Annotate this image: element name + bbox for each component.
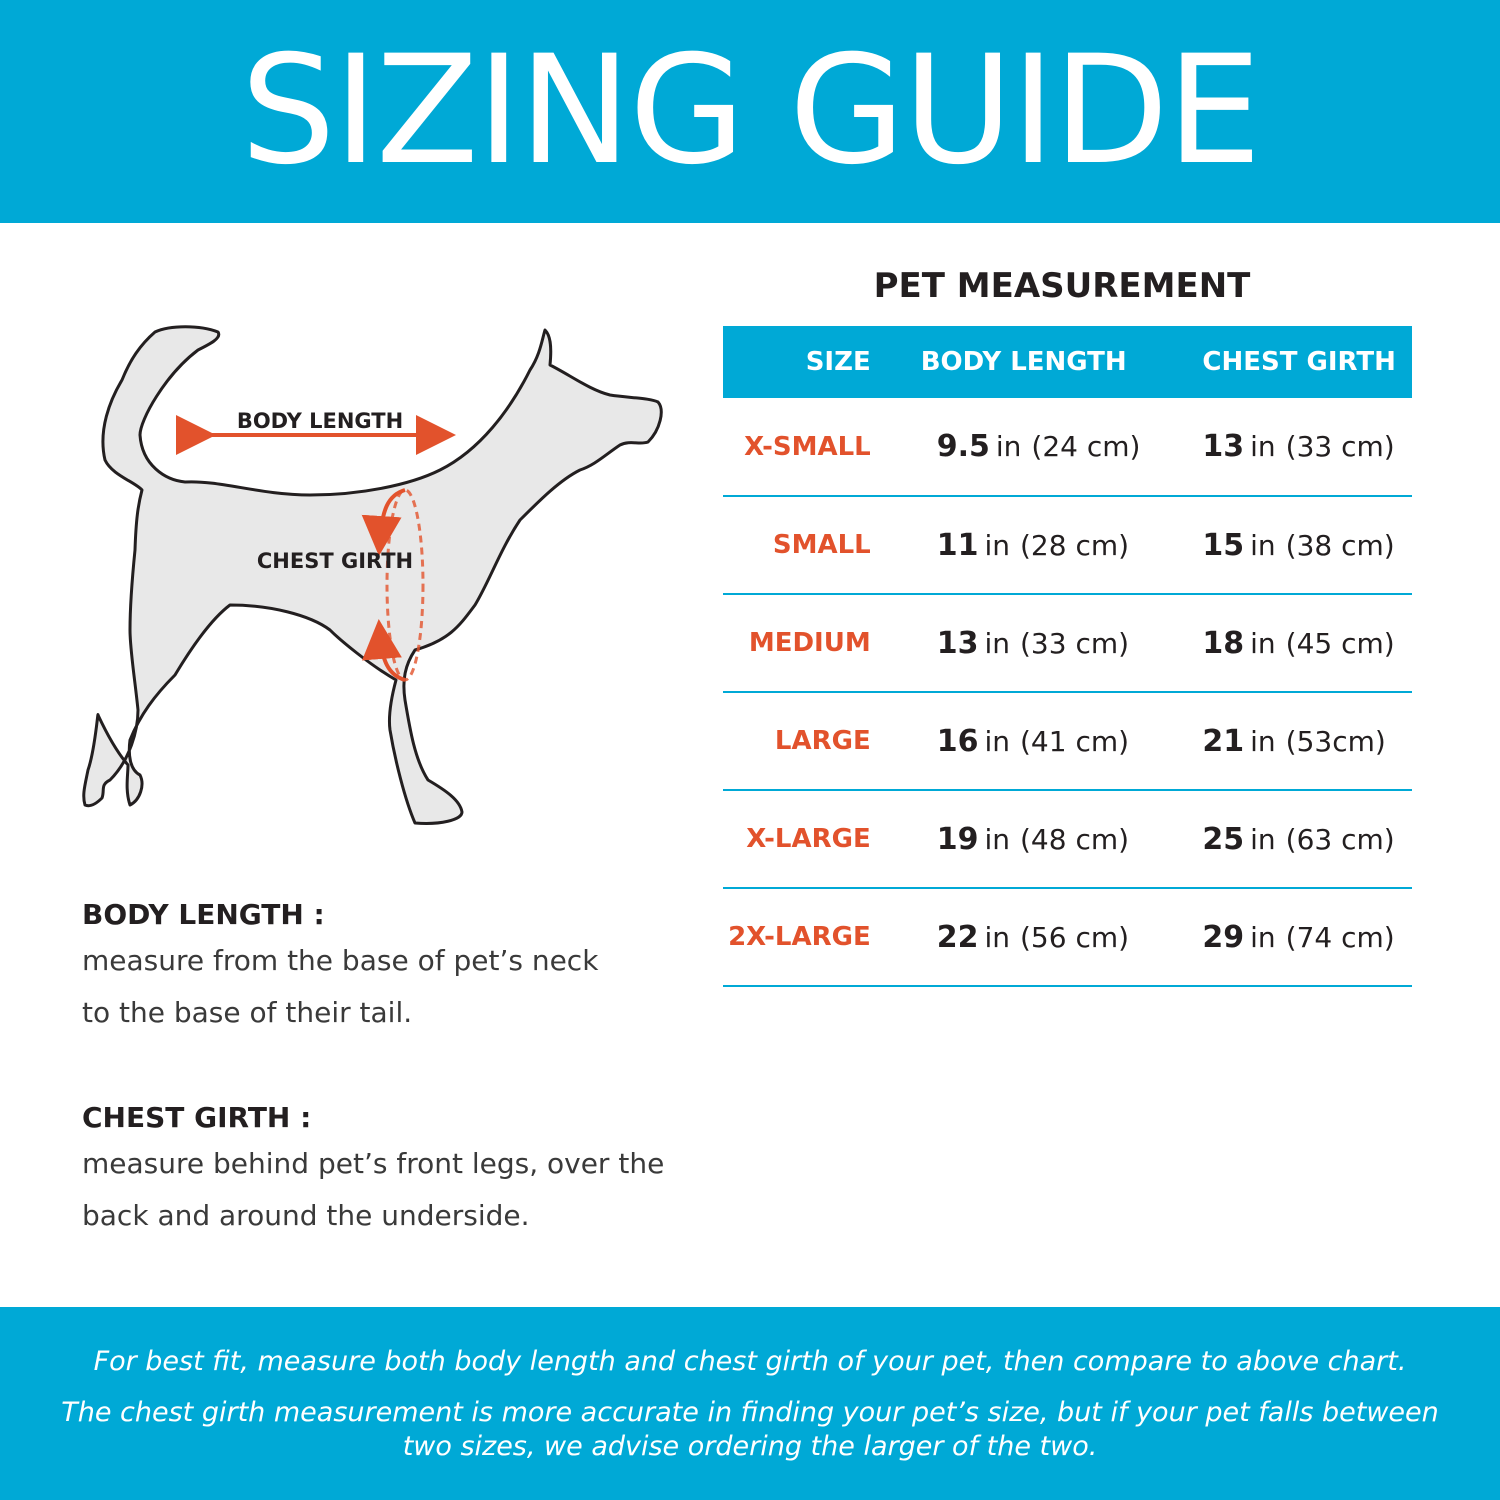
chest-unit: in	[1250, 920, 1276, 954]
length-unit: in	[995, 430, 1022, 463]
chest-unit: in	[1250, 626, 1276, 660]
size-label: MEDIUM	[748, 628, 871, 658]
size-label: 2X-LARGE	[728, 922, 871, 952]
header-size: SIZE	[805, 347, 871, 377]
chest-inches: 21	[1202, 723, 1245, 759]
length-inches: 16	[936, 723, 979, 759]
definition-line: to the base of their tail.	[82, 996, 413, 1029]
length-inches: 22	[936, 919, 979, 955]
chest-inches: 15	[1202, 527, 1245, 563]
chest-unit: in	[1250, 430, 1276, 463]
chest-cm: (53cm)	[1285, 724, 1386, 758]
size-cell	[723, 496, 871, 594]
chest-cm: (33 cm)	[1285, 430, 1395, 463]
table-body	[723, 398, 1412, 986]
length-unit: in	[984, 822, 1010, 856]
chest-girth-cell	[1154, 398, 1412, 496]
definition-heading: BODY LENGTH :	[82, 898, 325, 931]
chest-unit: in	[1250, 822, 1276, 856]
length-cm: (24 cm)	[1031, 430, 1141, 463]
size-cell	[723, 888, 871, 986]
table-row	[723, 888, 1412, 986]
size-label: X-SMALL	[744, 431, 871, 462]
page-title: SIZING GUIDE	[240, 24, 1260, 198]
size-cell	[723, 594, 871, 692]
footer-note-2: The chest girth measurement is more accurate in finding your pet’s size, but if your pet falls between	[61, 1397, 1439, 1428]
body-length-cell	[871, 594, 1155, 692]
length-unit: in	[984, 528, 1010, 562]
header-banner	[0, 0, 1500, 223]
chest-cm: (74 cm)	[1285, 920, 1395, 954]
chest-inches: 18	[1202, 625, 1245, 661]
table-row	[723, 496, 1412, 594]
chest-cm: (45 cm)	[1285, 626, 1395, 660]
size-cell	[723, 398, 871, 496]
definition-line: back and around the underside.	[82, 1199, 530, 1232]
dog-silhouette	[84, 327, 661, 824]
length-unit: in	[984, 626, 1010, 660]
length-cm: (41 cm)	[1020, 724, 1130, 758]
body-length-cell	[871, 888, 1155, 986]
body-length-cell	[871, 398, 1155, 496]
chest-inches: 29	[1202, 919, 1245, 955]
definition-line: measure from the base of pet’s neck	[82, 944, 599, 977]
length-cm: (56 cm)	[1020, 920, 1130, 954]
chest-cm: (38 cm)	[1285, 528, 1395, 562]
chest-girth-cell	[1154, 594, 1412, 692]
table-row	[723, 692, 1412, 790]
length-inches: 13	[936, 625, 979, 661]
definition-line: measure behind pet’s front legs, over the	[82, 1147, 665, 1180]
length-cm: (33 cm)	[1020, 626, 1130, 660]
size-label: LARGE	[774, 726, 871, 756]
length-inches: 11	[936, 527, 979, 563]
length-unit: in	[984, 724, 1010, 758]
size-cell	[723, 692, 871, 790]
chest-girth-cell	[1154, 790, 1412, 888]
definition-heading: CHEST GIRTH :	[82, 1101, 312, 1134]
chest-inches: 13	[1202, 429, 1245, 464]
chest-cm: (63 cm)	[1285, 822, 1395, 856]
chest-girth-cell	[1154, 496, 1412, 594]
body-length-cell	[871, 692, 1155, 790]
header-chest-girth: CHEST GIRTH	[1202, 347, 1396, 377]
definition-body-length	[82, 895, 702, 1039]
length-inches: 19	[936, 821, 979, 857]
length-cm: (48 cm)	[1020, 822, 1130, 856]
body-length-cell	[871, 496, 1155, 594]
length-unit: in	[984, 920, 1010, 954]
table-row	[723, 790, 1412, 888]
size-cell	[723, 790, 871, 888]
length-cm: (28 cm)	[1020, 528, 1130, 562]
chest-girth-label: CHEST GIRTH	[256, 549, 414, 573]
chest-inches: 25	[1202, 821, 1245, 857]
chest-girth-cell	[1154, 888, 1412, 986]
size-label: X-LARGE	[746, 824, 871, 854]
footer-note-3: two sizes, we advise ordering the larger of the two.	[402, 1431, 1098, 1462]
footer-banner	[0, 1307, 1500, 1500]
length-inches: 9.5	[936, 429, 990, 464]
footer-note-1: For best fit, measure both body length and chest girth of your pet, then compare to above chart.	[93, 1346, 1407, 1377]
dog-measurement-diagram	[70, 320, 670, 840]
table-header-row	[723, 326, 1412, 398]
chest-girth-cell	[1154, 692, 1412, 790]
size-label: SMALL	[772, 530, 871, 560]
table-row	[723, 594, 1412, 692]
size-table	[723, 326, 1412, 987]
definition-chest-girth	[82, 1098, 702, 1242]
body-length-label: BODY LENGTH	[236, 409, 404, 433]
chest-unit: in	[1250, 724, 1276, 758]
table-row	[723, 398, 1412, 496]
body-length-cell	[871, 790, 1155, 888]
chest-unit: in	[1250, 528, 1276, 562]
header-body-length: BODY LENGTH	[920, 347, 1127, 377]
table-title: PET MEASUREMENT	[873, 266, 1251, 306]
